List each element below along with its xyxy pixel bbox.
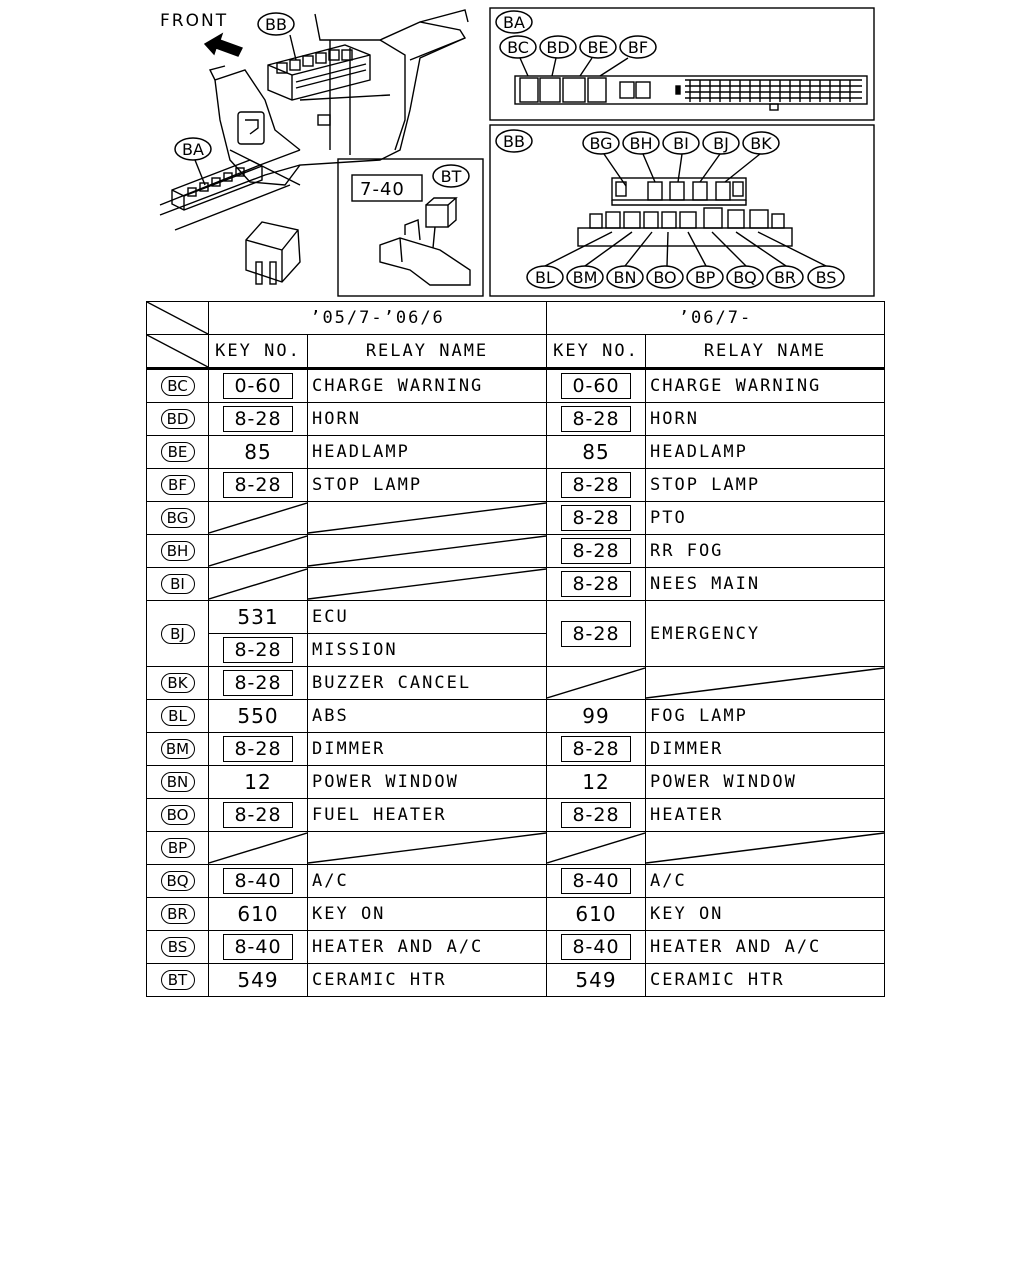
relay-row-bg xyxy=(147,502,885,535)
key-number-boxed: 8-28 xyxy=(223,637,293,663)
key-number-cell xyxy=(209,667,308,700)
key-number: 550 xyxy=(237,704,279,728)
callout-label: BB xyxy=(503,132,525,151)
relay-name-cell: A/C xyxy=(646,865,885,898)
key-number-cell xyxy=(547,931,646,964)
callout-label: BD xyxy=(546,38,570,57)
relay-name-header: RELAY NAME xyxy=(308,335,547,369)
callout-bf xyxy=(620,36,656,58)
callout-label: BS xyxy=(815,268,837,287)
front-arrow-icon xyxy=(205,34,242,56)
key-number: 531 xyxy=(237,605,279,629)
relay-name-cell: STOP LAMP xyxy=(308,469,547,502)
relay-id-cell xyxy=(147,403,209,436)
key-number-boxed: 8-28 xyxy=(223,406,293,432)
callout-bd xyxy=(540,36,576,58)
key-number: 99 xyxy=(582,704,610,728)
relay-box-ba-illustration xyxy=(172,160,262,210)
callout-label: BM xyxy=(572,268,598,287)
corner-cell xyxy=(147,302,209,335)
key-number-boxed: 8-28 xyxy=(223,802,293,828)
empty-name-cell xyxy=(308,502,547,535)
relay-name-cell: CHARGE WARNING xyxy=(308,369,547,403)
callout-br xyxy=(767,266,803,288)
key-number-cell xyxy=(547,535,646,568)
key-number-boxed: 8-28 xyxy=(561,505,631,531)
relay-name-cell: FOG LAMP xyxy=(646,700,885,733)
relay-name-cell: POWER WINDOW xyxy=(646,766,885,799)
key-number-cell xyxy=(547,799,646,832)
relay-id-cell xyxy=(147,667,209,700)
relay-id-badge: BE xyxy=(161,442,195,462)
relay-id-cell xyxy=(147,766,209,799)
key-number-cell xyxy=(209,766,308,799)
key-number: 12 xyxy=(244,770,272,794)
relay-id-cell xyxy=(147,535,209,568)
key-number: 12 xyxy=(582,770,610,794)
callout-label: BK xyxy=(750,134,772,153)
key-number-boxed: 8-28 xyxy=(223,736,293,762)
empty-name-cell xyxy=(308,535,547,568)
relay-row-bo xyxy=(147,799,885,832)
empty-name-cell xyxy=(646,832,885,865)
relay-name-cell: CERAMIC HTR xyxy=(646,964,885,997)
relay-name-cell: HORN xyxy=(308,403,547,436)
relay-id-cell xyxy=(147,964,209,997)
key-number-cell xyxy=(209,898,308,931)
relay-name-cell: CERAMIC HTR xyxy=(308,964,547,997)
callout-label: BB xyxy=(265,15,287,34)
key-number-boxed: 8-28 xyxy=(223,670,293,696)
relay-row-bj xyxy=(147,601,885,634)
key-number-boxed: 8-28 xyxy=(561,406,631,432)
key-number-boxed: 8-28 xyxy=(561,571,631,597)
callout-bl xyxy=(527,266,563,288)
relay-row-bi xyxy=(147,568,885,601)
empty-name-cell xyxy=(308,568,547,601)
callout-bk xyxy=(743,132,779,154)
key-number-cell xyxy=(547,436,646,469)
callout-bm xyxy=(567,266,603,288)
relay-name-cell: ECU xyxy=(308,601,547,634)
relay-id-cell xyxy=(147,469,209,502)
empty-key-cell xyxy=(547,667,646,700)
key-number-boxed: 8-28 xyxy=(561,736,631,762)
relay-name-cell: NEES MAIN xyxy=(646,568,885,601)
relay-id-cell xyxy=(147,601,209,667)
relay-id-badge: BG xyxy=(161,508,195,528)
relay-table xyxy=(146,301,885,997)
relay-row-bc xyxy=(147,369,885,403)
relay-id-badge: BI xyxy=(161,574,195,594)
relay-id-badge: BT xyxy=(161,970,195,990)
key-number-cell xyxy=(547,733,646,766)
key-number-cell xyxy=(547,700,646,733)
relay-id-cell xyxy=(147,865,209,898)
key-number: 85 xyxy=(582,440,610,464)
front-label: FRONT xyxy=(160,11,229,31)
relay-name-cell: DIMMER xyxy=(646,733,885,766)
callout-label: BR xyxy=(773,268,797,287)
key-number-boxed: 8-28 xyxy=(561,472,631,498)
relay-name-cell: HEATER AND A/C xyxy=(646,931,885,964)
callout-bg xyxy=(583,132,619,154)
relay-name-cell: DIMMER xyxy=(308,733,547,766)
relay-id-badge: BN xyxy=(161,772,195,792)
relay-name-cell: PTO xyxy=(646,502,885,535)
callout-label: BO xyxy=(653,268,677,287)
key-number-boxed: 8-40 xyxy=(223,934,293,960)
callout-label: BA xyxy=(503,13,525,32)
relay-id-cell xyxy=(147,502,209,535)
callout-bb xyxy=(258,13,294,35)
relay-name-cell: FUEL HEATER xyxy=(308,799,547,832)
key-number-cell xyxy=(209,601,308,634)
corner-cell xyxy=(147,335,209,369)
relay-id-badge: BH xyxy=(161,541,195,561)
callout-label: BP xyxy=(694,268,716,287)
relay-name-header: RELAY NAME xyxy=(646,335,885,369)
relay-name-cell: STOP LAMP xyxy=(646,469,885,502)
callout-label: BI xyxy=(673,134,689,153)
relay-name-cell: KEY ON xyxy=(646,898,885,931)
ba-panel-frame xyxy=(490,8,874,120)
relay-illustration xyxy=(246,222,300,284)
relay-id-cell xyxy=(147,700,209,733)
bb-fuse-block-illustration xyxy=(545,154,826,266)
relay-name-cell: HORN xyxy=(646,403,885,436)
key-number-cell xyxy=(547,898,646,931)
relay-id-badge: BK xyxy=(161,673,195,693)
key-number-boxed: 0-60 xyxy=(561,373,631,399)
relay-row-bm xyxy=(147,733,885,766)
callout-bj xyxy=(703,132,739,154)
relay-id-cell xyxy=(147,369,209,403)
key-number-boxed: 8-40 xyxy=(223,868,293,894)
relay-row-bk xyxy=(147,667,885,700)
relay-id-badge: BQ xyxy=(161,871,195,891)
bt-relay-bracket-illustration xyxy=(380,198,470,285)
key-number-cell xyxy=(209,469,308,502)
relay-row-bp xyxy=(147,832,885,865)
relay-id-cell xyxy=(147,568,209,601)
callout-label: BJ xyxy=(713,134,729,153)
key-number-cell xyxy=(547,964,646,997)
key-number-cell xyxy=(547,369,646,403)
relay-id-badge: BC xyxy=(161,376,195,396)
key-number-cell xyxy=(209,799,308,832)
callout-bp xyxy=(687,266,723,288)
relay-row-bl xyxy=(147,700,885,733)
key-number-cell xyxy=(209,436,308,469)
relay-id-cell xyxy=(147,931,209,964)
callout-bi xyxy=(663,132,699,154)
relay-id-badge: BP xyxy=(161,838,195,858)
relay-name-cell: KEY ON xyxy=(308,898,547,931)
empty-name-cell xyxy=(646,667,885,700)
key-number-boxed: 8-40 xyxy=(561,934,631,960)
key-number-cell xyxy=(209,931,308,964)
key-number: 610 xyxy=(237,902,279,926)
key-number-boxed: 0-60 xyxy=(223,373,293,399)
relay-id-badge: BD xyxy=(161,409,195,429)
empty-name-cell xyxy=(308,832,547,865)
callout-label: BA xyxy=(182,140,204,159)
key-number: 549 xyxy=(237,968,279,992)
relay-name-cell: RR FOG xyxy=(646,535,885,568)
relay-name-cell: ABS xyxy=(308,700,547,733)
relay-id-cell xyxy=(147,436,209,469)
callout-bc xyxy=(500,36,536,58)
callout-label: BH xyxy=(629,134,653,153)
period-1-header: ’05/7-’06/6 xyxy=(209,302,547,335)
key-number-cell xyxy=(209,634,308,667)
relay-id-badge: BM xyxy=(161,739,195,759)
callout-bt xyxy=(433,165,469,187)
relay-box-bb-illustration xyxy=(268,35,370,100)
ba-fuse-block-illustration xyxy=(515,58,867,110)
relay-row-bf xyxy=(147,469,885,502)
callout-label: BC xyxy=(507,38,529,57)
panel-label-ba xyxy=(496,11,532,33)
relay-row-br xyxy=(147,898,885,931)
key-no-header: KEY NO. xyxy=(547,335,646,369)
callout-be xyxy=(580,36,616,58)
relay-id-badge: BR xyxy=(161,904,195,924)
key-number: 85 xyxy=(244,440,272,464)
key-number-cell xyxy=(547,766,646,799)
empty-key-cell xyxy=(209,535,308,568)
relay-name-cell: MISSION xyxy=(308,634,547,667)
relay-id-badge: BF xyxy=(161,475,195,495)
empty-key-cell xyxy=(209,832,308,865)
relay-id-badge: BO xyxy=(161,805,195,825)
callout-label: BT xyxy=(440,167,462,186)
key-no-header: KEY NO. xyxy=(209,335,308,369)
callout-label: BE xyxy=(587,38,609,57)
relay-id-badge: BJ xyxy=(161,624,195,644)
key-number-cell xyxy=(209,403,308,436)
period-2-header: ’06/7- xyxy=(547,302,885,335)
relay-name-cell: BUZZER CANCEL xyxy=(308,667,547,700)
relay-name-cell: HEATER xyxy=(646,799,885,832)
relay-row-bn xyxy=(147,766,885,799)
relay-name-cell: HEADLAMP xyxy=(646,436,885,469)
bt-key-number: 7-40 xyxy=(360,179,405,200)
callout-label: BN xyxy=(613,268,637,287)
key-number: 610 xyxy=(575,902,617,926)
relay-row-bd xyxy=(147,403,885,436)
key-number-cell xyxy=(547,502,646,535)
key-number-cell xyxy=(209,369,308,403)
relay-name-cell: HEADLAMP xyxy=(308,436,547,469)
relay-row-be xyxy=(147,436,885,469)
relay-id-badge: BS xyxy=(161,937,195,957)
column-header-row xyxy=(147,335,885,369)
relay-id-badge: BL xyxy=(161,706,195,726)
key-number-boxed: 8-40 xyxy=(561,868,631,894)
key-number-cell xyxy=(209,865,308,898)
callout-label: BQ xyxy=(733,268,757,287)
relay-row-bq xyxy=(147,865,885,898)
relay-id-cell xyxy=(147,799,209,832)
callout-bq xyxy=(727,266,763,288)
key-number-cell xyxy=(547,568,646,601)
key-number-cell xyxy=(209,733,308,766)
key-number-cell xyxy=(547,865,646,898)
relay-name-cell: A/C xyxy=(308,865,547,898)
empty-key-cell xyxy=(209,568,308,601)
relay-name-cell: EMERGENCY xyxy=(646,601,885,667)
key-number-boxed: 8-28 xyxy=(223,472,293,498)
key-number-boxed: 8-28 xyxy=(561,538,631,564)
key-number-cell xyxy=(547,469,646,502)
key-number: 549 xyxy=(575,968,617,992)
relay-name-cell: HEATER AND A/C xyxy=(308,931,547,964)
relay-row-bh xyxy=(147,535,885,568)
relay-id-cell xyxy=(147,733,209,766)
callout-bh xyxy=(623,132,659,154)
relay-row-bt xyxy=(147,964,885,997)
empty-key-cell xyxy=(547,832,646,865)
callout-label: BL xyxy=(535,268,555,287)
key-number-cell xyxy=(209,964,308,997)
callout-label: BF xyxy=(627,38,649,57)
callout-bo xyxy=(647,266,683,288)
callout-bs xyxy=(808,266,844,288)
key-number-cell xyxy=(547,403,646,436)
key-number-cell xyxy=(209,700,308,733)
callout-ba xyxy=(175,138,211,160)
relay-name-cell: POWER WINDOW xyxy=(308,766,547,799)
panel-label-bb xyxy=(496,130,532,152)
relay-location-diagram xyxy=(0,0,1024,300)
callout-bn xyxy=(607,266,643,288)
empty-key-cell xyxy=(209,502,308,535)
period-header-row xyxy=(147,302,885,335)
key-number-boxed: 8-28 xyxy=(561,802,631,828)
callout-label: BG xyxy=(589,134,613,153)
relay-name-cell: CHARGE WARNING xyxy=(646,369,885,403)
relay-id-cell xyxy=(147,898,209,931)
relay-id-cell xyxy=(147,832,209,865)
relay-row-bs xyxy=(147,931,885,964)
key-number-cell xyxy=(547,601,646,667)
key-number-boxed: 8-28 xyxy=(561,621,631,647)
